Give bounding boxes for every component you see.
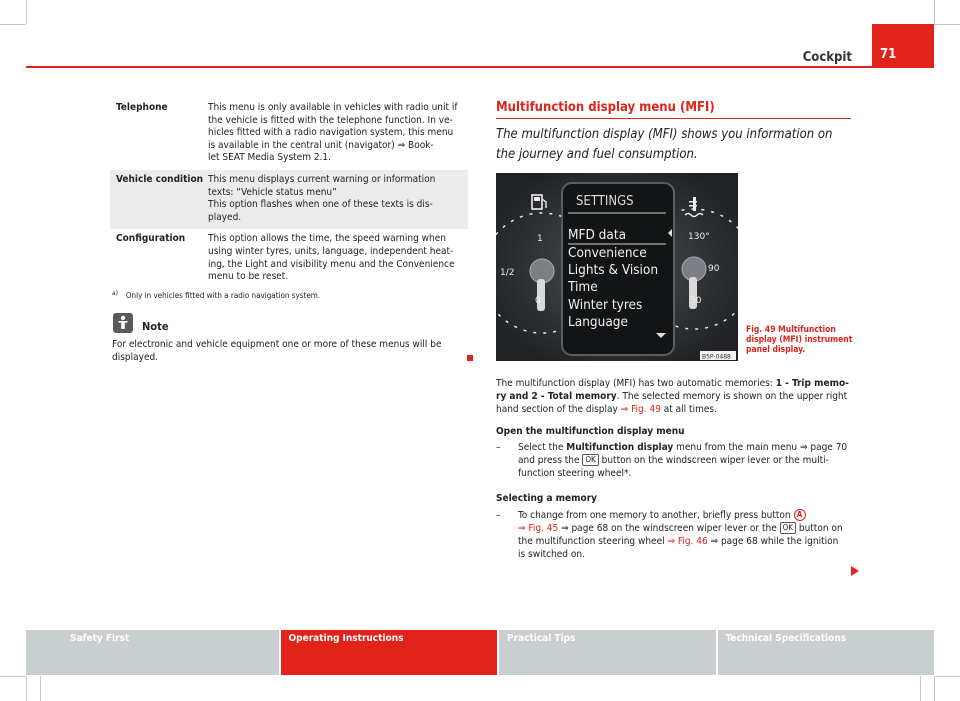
section-title: Multifunction display menu (MFI): [496, 100, 715, 115]
text-line: Fig. 49 Multifunction: [746, 325, 836, 335]
figure-reference-link[interactable]: ⇒ Fig. 46: [667, 536, 708, 547]
text-line: [496, 390, 856, 403]
text-run: . The selected memory is shown on the upper right: [616, 391, 848, 402]
temperature-gauge-label: 90: [708, 264, 720, 274]
text-run: menu from the main menu ⇒ page 70: [673, 442, 848, 453]
crop-mark: [0, 24, 26, 25]
tab-technical-specifications[interactable]: Technical Specifications: [718, 630, 935, 675]
text-run: and press the: [518, 455, 583, 466]
text-run: ⇒ page 68 while the ignition: [707, 536, 839, 547]
section-end-mark: [467, 355, 473, 361]
display-menu-item: Time: [568, 279, 598, 295]
header-rule: [26, 66, 872, 68]
section-intro: [496, 125, 846, 165]
text-line: let SEAT Media System 2.1.: [208, 152, 331, 164]
footnote: [112, 289, 320, 300]
text-line: This option flashes when one of these texts is dis-: [208, 199, 433, 211]
subheading: [496, 425, 856, 438]
table-value: [208, 233, 464, 283]
step-dash: –: [496, 510, 501, 521]
text-line: displayed.: [112, 352, 159, 363]
text-line: is available in the central unit (navigator) ⇒ Book-: [208, 139, 434, 151]
text-line: function steering wheel*.: [518, 468, 632, 479]
text-run: ry and 2 - Total memory: [496, 391, 617, 402]
text-line: hicles fitted with a radio navigation system, this menu: [208, 127, 454, 139]
table-value: [208, 174, 464, 224]
ok-key-symbol: OK: [582, 454, 598, 466]
crop-mark: [920, 676, 921, 701]
text-line: menu to be reset.: [208, 271, 289, 283]
continued-arrow-icon: [851, 566, 859, 576]
table-row: [110, 229, 468, 288]
mfi-instrument-panel-figure: [496, 173, 738, 361]
text-line: The multifunction display (MFI) shows you information on: [496, 127, 833, 142]
ok-key-symbol: OK: [780, 522, 796, 534]
display-menu-item: Lights & Vision: [568, 262, 659, 278]
text-line: This menu displays current warning or information: [208, 173, 436, 185]
text-run: 1 - Trip memo-: [775, 378, 849, 389]
text-run: button on: [796, 523, 843, 534]
step-dash: –: [496, 442, 501, 453]
tab-safety-first[interactable]: Safety First: [26, 630, 279, 675]
crop-mark: [26, 0, 27, 24]
footnote-text: Only in vehicles fitted with a radio navigation system.: [125, 291, 321, 300]
crop-mark: [934, 24, 960, 25]
text-line: texts: “Vehicle status menu”: [208, 186, 337, 198]
text-line: [518, 441, 856, 454]
text-run: ⇒ page 68 on the windscreen wiper lever or the: [558, 523, 780, 534]
text-line: This option allows the time, the speed warning when: [208, 233, 446, 245]
note-title: Note: [142, 320, 169, 333]
text-line: [518, 454, 856, 467]
step-body: [518, 441, 856, 480]
note-icon: [113, 313, 133, 333]
text-run: Select the: [518, 442, 567, 453]
text-line: This menu is only available in vehicles with radio unit if: [208, 102, 458, 113]
text-run: button on the windscreen wiper lever or the multi-: [598, 455, 829, 466]
text-line: played.: [208, 211, 242, 223]
step-body: [518, 509, 856, 561]
footnote-mark: a): [112, 289, 118, 297]
crop-mark: [934, 677, 935, 701]
fuel-gauge-label: 0: [535, 296, 541, 306]
note-text: [112, 338, 472, 364]
text-line: the vehicle is fitted with the telephone function. In ve-: [208, 114, 453, 126]
figure-reference-link[interactable]: ⇒ Fig. 49: [620, 404, 661, 415]
display-menu-item: Winter tyres: [568, 297, 643, 313]
text-run: Selecting a memory: [496, 493, 597, 504]
text-run: To change from one memory to another, briefly press button: [518, 510, 794, 521]
instrument-panel-illustration: [496, 173, 738, 361]
crop-mark: [40, 676, 41, 701]
text-run: Multifunction display: [566, 442, 674, 453]
text-line: [496, 403, 856, 416]
tab-practical-tips[interactable]: Practical Tips: [499, 630, 716, 675]
text-line: display (MFI) instrument: [746, 335, 853, 345]
temperature-gauge-label: 130°: [688, 232, 710, 242]
table-key: Configuration: [116, 233, 186, 245]
display-menu-item: Convenience: [568, 245, 647, 261]
table-value: [208, 102, 464, 165]
display-screen-title: SETTINGS: [576, 194, 634, 209]
table-row: [110, 98, 468, 170]
menu-description-table: [110, 98, 468, 289]
instruction-step: [496, 441, 856, 480]
text-line: [518, 522, 856, 535]
text-line: is switched on.: [518, 549, 585, 560]
subheading: [496, 492, 856, 505]
figure-code: B5P-0488: [702, 353, 731, 361]
fuel-gauge-label: 1: [537, 234, 543, 244]
text-run: The multifunction display (MFI) has two automatic memories:: [496, 378, 776, 389]
display-menu-item: MFD data: [568, 227, 627, 243]
text-line: panel display.: [746, 345, 806, 355]
display-menu-item: Language: [568, 314, 628, 330]
table-key: Telephone: [116, 102, 168, 113]
text-run: the multifunction steering wheel: [518, 536, 668, 547]
text-line: using winter tyres, units, language, independent heat-: [208, 245, 454, 257]
tab-operating-instructions[interactable]: Operating Instructions: [281, 630, 498, 675]
text-line: ing, the Light and visibility menu and the Convenience: [208, 258, 455, 270]
text-line: [518, 535, 856, 548]
text-line: [518, 509, 856, 522]
figure-caption: [746, 325, 856, 355]
button-a-symbol: A: [794, 509, 806, 521]
figure-reference-link[interactable]: ⇒ Fig. 45: [518, 523, 559, 534]
section-tabs: [26, 630, 934, 675]
temperature-gauge-label: 50: [690, 296, 702, 306]
text-run: hand section of the display: [496, 404, 621, 415]
text-run: at all times.: [660, 404, 717, 415]
text-line: the journey and fuel consumption.: [496, 147, 698, 162]
fuel-gauge-label: 1/2: [500, 268, 515, 278]
info-person-icon: [113, 313, 133, 333]
crop-mark: [0, 676, 26, 677]
table-key: Vehicle condition: [116, 173, 204, 185]
page-number: 71: [872, 24, 934, 68]
table-row: [110, 170, 468, 229]
instruction-step: [496, 509, 856, 561]
section-rule: [496, 118, 851, 119]
text-line: [496, 377, 856, 390]
text-run: Open the multifunction display menu: [496, 426, 685, 437]
crop-mark: [26, 677, 27, 701]
body-paragraph: [496, 377, 856, 416]
crop-mark: [934, 0, 935, 24]
chapter-title: Cockpit: [802, 50, 852, 65]
text-line: For electronic and vehicle equipment one or more of these menus will be: [112, 339, 442, 350]
crop-mark: [934, 676, 960, 677]
